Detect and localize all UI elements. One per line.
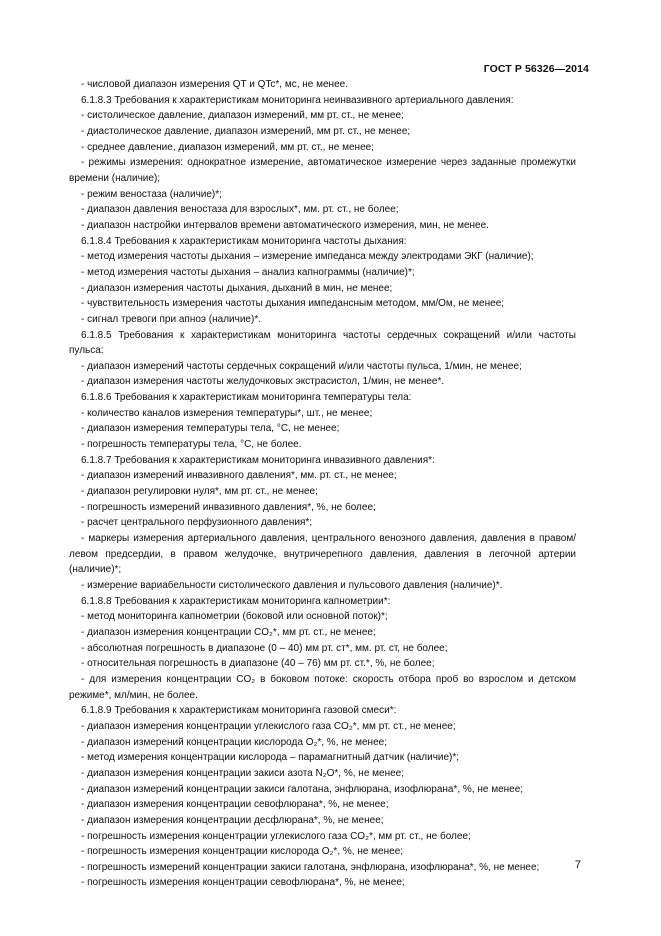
list-item: - диапазон измерения температуры тела, °С, не менее; — [81, 423, 340, 435]
section-heading: 6.1.8.5 Требования к характеристикам мониторинга частоты сердечных сокращений и/или частоты пульса: — [69, 329, 576, 357]
list-item: - диапазон измерения концентрации закиси азота N₂O*, %, не менее; — [81, 767, 405, 779]
list-item: - метод измерения концентрации кислорода – парамагнитный датчик (наличие)*; — [81, 752, 460, 764]
list-item: - диапазон измерения частоты дыхания, дыханий в мин, не менее; — [81, 282, 393, 294]
list-item: - метод мониторинга капнометрии (боковой или основной поток)*; — [81, 611, 388, 623]
section-heading: 6.1.8.8 Требования к характеристикам мониторинга капнометрии*: — [81, 595, 391, 607]
list-item: - абсолютная погрешность в диапазоне (0 – 40) мм рт. ст*, мм. рт. ст, не более; — [81, 642, 448, 654]
list-item: - измерение вариабельности систолического давления и пульсового давления (наличие)*. — [81, 580, 503, 591]
list-item: - маркеры измерения артериального давления, центрального венозного давления, давления в правом/левом предсердии, в правом желудочке, внутричерепного давления, давления в легочной артерии (наличие)*; — [69, 533, 576, 576]
list-item: - систолическое давление, диапазон измерений, мм рт. ст., не менее; — [81, 110, 404, 122]
document-id-header: ГОСТ Р 56326—2014 — [483, 63, 589, 75]
list-item: - диапазон регулировки нуля*, мм рт. ст., не менее; — [81, 486, 318, 498]
list-item: - количество каналов измерения температуры*, шт., не менее; — [81, 407, 373, 419]
page-number: 7 — [574, 859, 581, 871]
list-item: - погрешность температуры тела, °С, не более. — [81, 439, 302, 451]
list-item: - расчет центрального перфузионного давления*; — [81, 517, 313, 529]
list-item: - диапазон измерения концентрации десфлюрана*, %, не менее; — [81, 814, 384, 826]
list-item: - погрешность измерений инвазивного давления*, %, не более; — [81, 501, 376, 513]
list-item: - диапазон давления веностаза для взрослых*, мм. рт. ст., не более; — [81, 204, 399, 216]
list-item: - метод измерения частоты дыхания – измерение импеданса между электродами ЭКГ (наличие); — [81, 251, 534, 263]
section-heading: 6.1.8.6 Требования к характеристикам мониторинга температуры тела: — [81, 392, 412, 404]
list-item: - для измерения концентрации CO₂ в боковом потоке: скорость отбора проб во взрослом и детском режиме*, мл/мин, не более. — [69, 673, 576, 701]
list-item: - погрешность измерения концентрации кислорода O₂*, %, не менее; — [81, 846, 404, 858]
list-item: - диапазон измерения концентрации севофлюрана*, %, не менее; — [81, 799, 389, 811]
list-item: - режимы измерения: однократное измерение, автоматическое измерение через заданные промежутки времени (наличие); — [69, 157, 576, 184]
list-item: - диапазон настройки интервалов времени автоматического измерения, мин, не менее. — [81, 219, 489, 231]
list-item: - диапазон измерения концентрации углекислого газа CO₂*, мм рт. ст., не менее; — [81, 720, 456, 732]
list-item: - диапазон измерений частоты сердечных сокращений и/или частоты пульса, 1/мин, не менее; — [81, 360, 522, 372]
list-item: - режим веностаза (наличие)*; — [81, 188, 222, 200]
list-item: - диапазон измерения частоты желудочковых экстрасистол, 1/мин, не менее*. — [81, 376, 445, 388]
list-item: - относительная погрешность в диапазоне (40 – 76) мм рт. ст.*, %, не более; — [81, 658, 435, 670]
section-heading: 6.1.8.9 Требования к характеристикам мониторинга газовой смеси*: — [81, 705, 397, 717]
list-item: - чувствительность измерения частоты дыхания импедансным методом, мм/Ом, не менее; — [81, 298, 505, 310]
list-item: - диапазон измерения концентрации CO₂*, мм рт. ст., не менее; — [81, 626, 376, 638]
list-item: - диапазон измерений концентрации кислорода O₂*, %, не менее; — [81, 736, 387, 748]
document-body — [69, 77, 576, 891]
list-item: - метод измерения частоты дыхания – анализ капнограммы (наличие)*; — [81, 266, 415, 278]
list-item: - погрешность измерения концентрации севофлюрана*, %, не менее; — [81, 877, 405, 889]
list-item: - погрешность измерения концентрации углекислого газа CO₂*, мм рт. ст., не более; — [81, 830, 471, 842]
list-item: - среднее давление, диапазон измерений, мм рт. ст., не менее; — [81, 141, 374, 153]
list-item: - числовой диапазон измерения QT и QTc*, мс, не менее. — [81, 79, 348, 90]
section-heading: 6.1.8.3 Требования к характеристикам мониторинга неинвазивного артериального давления: — [81, 94, 514, 106]
list-item: - диапазон измерений инвазивного давления*, мм. рт. ст., не менее; — [81, 470, 397, 482]
list-item: - диапазон измерений концентрации закиси галотана, энфлюрана, изофлюрана*, %, не менее; — [81, 783, 524, 795]
section-heading: 6.1.8.7 Требования к характеристикам мониторинга инвазивного давления*: — [81, 454, 435, 466]
list-item: - погрешность измерений концентрации закиси галотана, энфлюрана, изофлюрана*, %, не менее; — [81, 861, 540, 873]
section-heading: 6.1.8.4 Требования к характеристикам мониторинга частоты дыхания: — [81, 235, 407, 247]
list-item: - сигнал тревоги при апноэ (наличие)*. — [81, 313, 261, 325]
list-item: - диастолическое давление, диапазон измерений, мм рт. ст., не менее; — [81, 125, 411, 137]
